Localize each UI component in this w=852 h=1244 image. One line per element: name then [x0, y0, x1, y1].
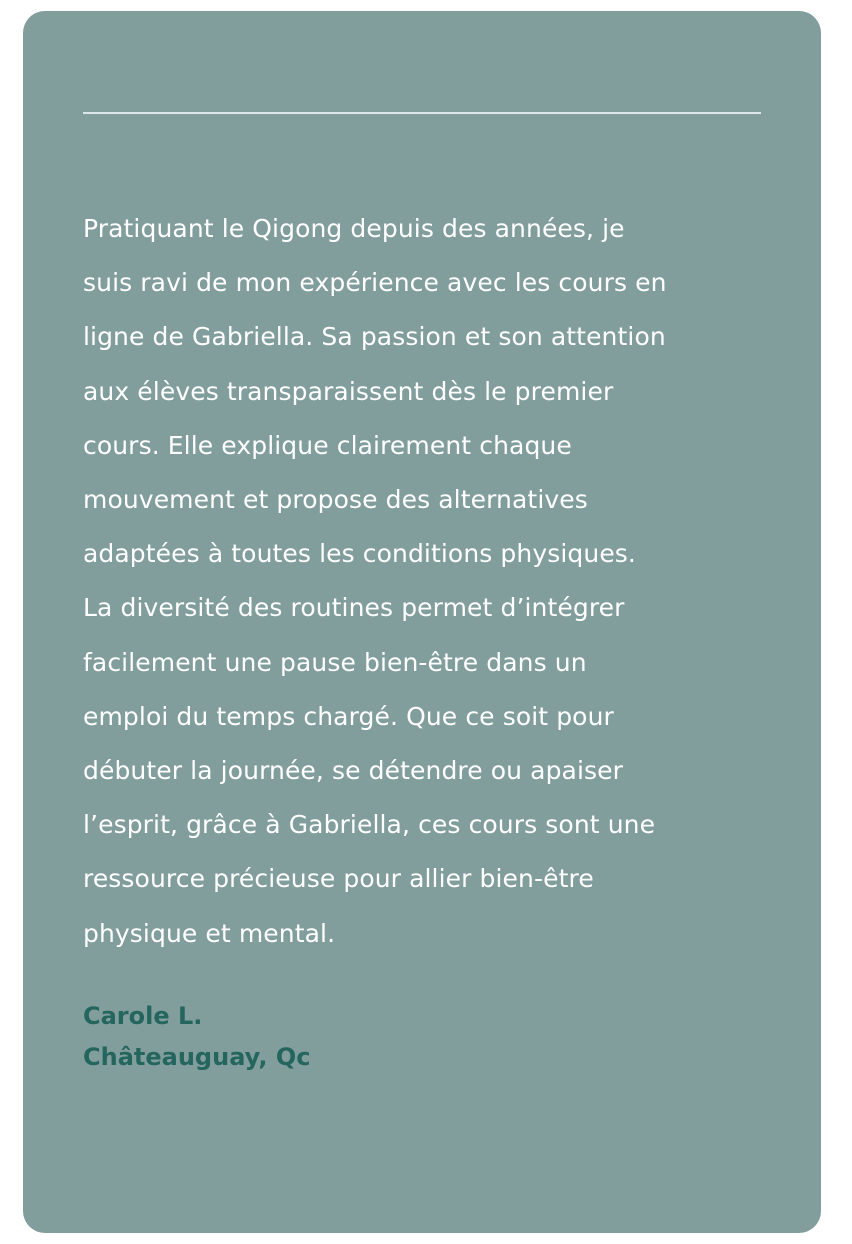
- author-location: Châteauguay, Qc: [83, 1043, 311, 1071]
- quote-line: physique et mental.: [83, 918, 336, 948]
- quote-line: suis ravi de mon expérience avec les cours en: [83, 268, 667, 298]
- quote-line: mouvement et propose des alternatives: [83, 485, 588, 515]
- testimonial-author: [83, 996, 683, 1078]
- testimonial-quote: [83, 202, 773, 961]
- divider: [83, 112, 761, 114]
- quote-line: Pratiquant le Qigong depuis des années, je: [83, 214, 625, 243]
- quote-line: emploi du temps chargé. Que ce soit pour: [83, 701, 614, 731]
- testimonial-card: [23, 11, 821, 1233]
- quote-line: facilement une pause bien-être dans un: [83, 647, 587, 677]
- quote-line: aux élèves transparaissent dès le premier: [83, 376, 614, 406]
- quote-line: l’esprit, grâce à Gabriella, ces cours sont une: [83, 810, 656, 840]
- quote-line: adaptées à toutes les conditions physiques.: [83, 539, 636, 569]
- quote-line: ligne de Gabriella. Sa passion et son attention: [83, 322, 666, 352]
- quote-line: débuter la journée, se détendre ou apaiser: [83, 756, 623, 786]
- quote-line: cours. Elle explique clairement chaque: [83, 430, 572, 460]
- quote-line: ressource précieuse pour allier bien-être: [83, 864, 594, 894]
- quote-line: La diversité des routines permet d’intégrer: [83, 593, 625, 623]
- author-name: Carole L.: [83, 1002, 203, 1030]
